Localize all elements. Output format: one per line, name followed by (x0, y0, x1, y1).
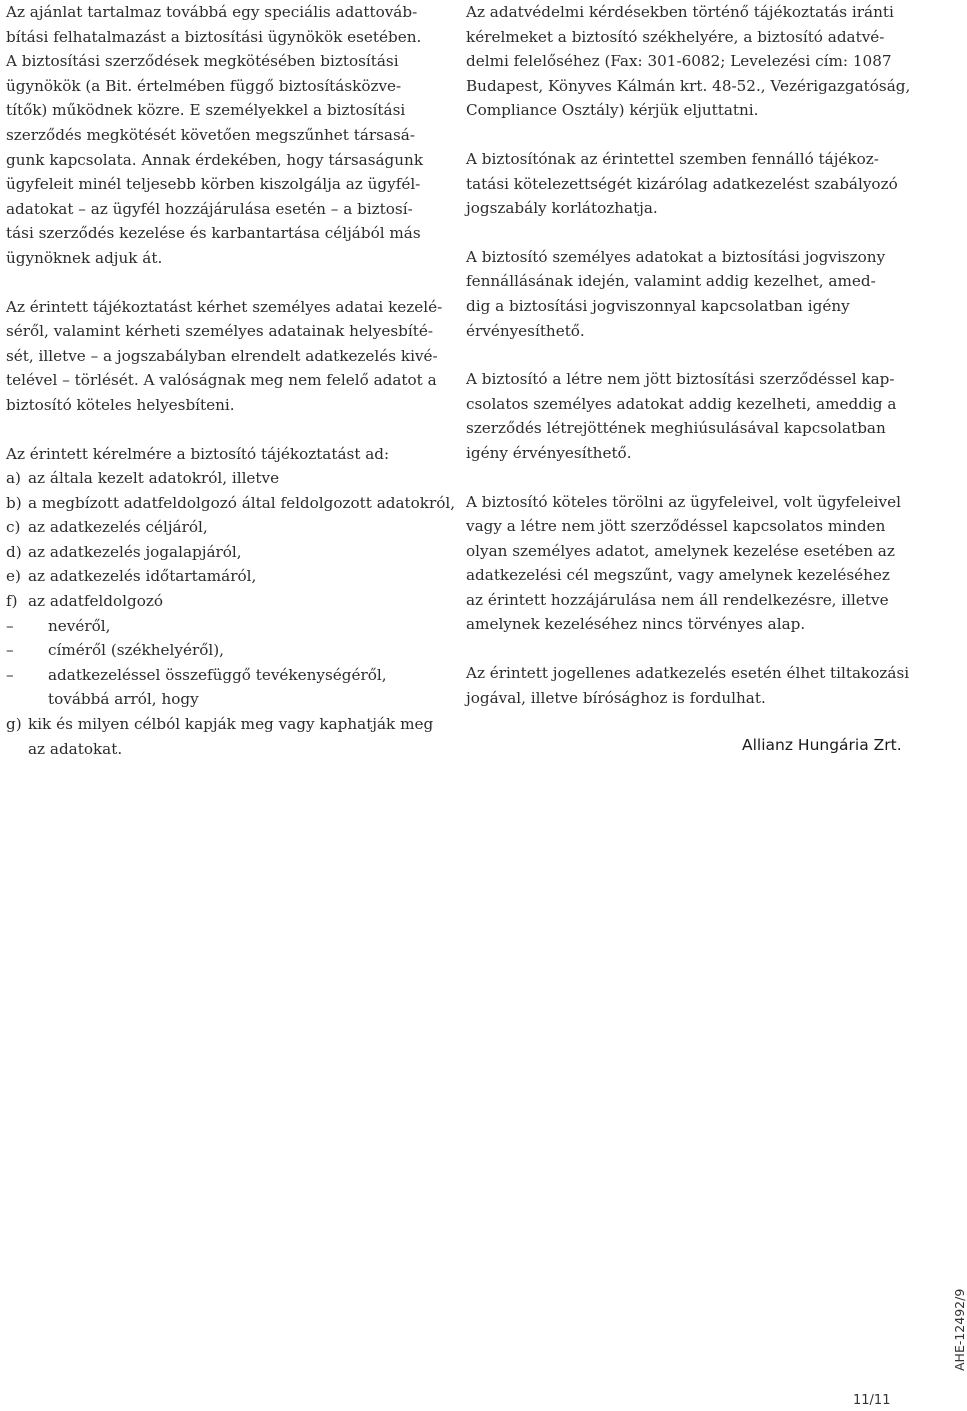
text-line: Az érintett jogellenes adatkezelés esetén élhet tiltakozási (466, 664, 910, 683)
list-marker: d) (6, 542, 22, 561)
paragraph-retention (466, 245, 896, 343)
paragraph-data-subject-rights (6, 295, 443, 418)
sublist-item-text: adatkezeléssel összefüggő tevékenységéről, (48, 665, 387, 684)
list-marker: a) (6, 469, 21, 488)
text-line: tatási kötelezettségét kizárólag adatkezelést szabályozó (466, 174, 898, 193)
text-line: A biztosító köteles törölni az ügyfeleivel, volt ügyfeleivel (466, 492, 901, 511)
text-line: olyan személyes adatot, amelynek kezelése esetében az (466, 541, 895, 560)
text-line: csolatos személyes adatokat addig kezelheti, ameddig a (466, 394, 897, 413)
dash-marker: – (6, 641, 14, 660)
text-line: Az adatvédelmi kérdésekben történő tájékoztatás iránti (466, 3, 894, 21)
page-number: 11/11 (853, 1393, 891, 1408)
list-item-text: az általa kezelt adatokról, illetve (28, 469, 280, 488)
list-marker: b) (6, 493, 22, 512)
list-item-text: az adatkezelés jogalapjáról, (28, 542, 242, 561)
text-line: ügyfeleit minél teljesebb körben kiszolgálja az ügyfél- (6, 175, 421, 194)
text-line: sét, illetve – a jogszabályban elrendelt adatkezelés kivé- (6, 346, 438, 365)
text-line: gunk kapcsolata. Annak érdekében, hogy társaságunk (6, 150, 424, 169)
list-item (6, 540, 426, 565)
text-line: Budapest, Könyves Kálmán krt. 48-52., Vezérigazgatóság, (466, 76, 911, 95)
text-line: telével – törlését. A valóságnak meg nem felelő adatot a (6, 371, 437, 390)
text-line: az érintett hozzájárulása nem áll rendelkezésre, illetve (466, 590, 889, 609)
left-column (6, 0, 456, 761)
list-item-text: az adatkezelés céljáról, (28, 518, 208, 537)
text-line: jogával, illetve bírósághoz is fordulhat. (466, 688, 766, 707)
list-intro: Az érintett kérelmére a biztosító tájékoztatást ad: (6, 444, 390, 463)
text-line: Compliance Osztály) kérjük eljuttatni. (466, 101, 759, 120)
sublist-item (6, 614, 426, 639)
list-item-text: a megbízott adatfeldolgozó által feldolgozott adatokról, (28, 493, 456, 512)
company-signature: Allianz Hungária Zrt. (742, 736, 902, 754)
text-line: adatkezelési cél megszűnt, vagy amelynek kezeléséhez (466, 566, 890, 585)
list-item-text: az adatkezelés időtartamáról, (28, 567, 257, 586)
text-line: amelynek kezeléséhez nincs törvényes alap. (466, 615, 806, 634)
list-marker: c) (6, 518, 21, 537)
text-line: Az érintett tájékoztatást kérhet személyes adatai kezelé- (6, 297, 443, 316)
sublist-item-text: címéről (székhelyéről), (48, 641, 224, 660)
list-marker: f) (6, 592, 18, 611)
right-column (466, 0, 911, 734)
paragraph-contact (466, 0, 911, 123)
sublist-item-text: nevéről, (48, 616, 111, 635)
paragraph-deletion (466, 490, 901, 638)
paragraph-objection (466, 661, 910, 710)
list-marker: g) (6, 715, 22, 734)
list-marker: e) (6, 567, 21, 586)
list-item (6, 564, 426, 589)
text-line: ügynöknek adjuk át. (6, 248, 163, 267)
paragraph-failed-contract (466, 367, 896, 465)
list-item-continuation: az adatokat. (28, 739, 123, 758)
dash-marker: – (6, 665, 14, 684)
text-line: biztosító köteles helyesbíteni. (6, 395, 235, 414)
list-item-text: kik és milyen célból kapják meg vagy kaphatják meg (28, 715, 434, 734)
text-line: kérelmeket a biztosító székhelyére, a biztosító adatvé- (466, 27, 885, 46)
text-line: adatokat – az ügyfél hozzájárulása esetén – a biztosí- (6, 199, 413, 218)
text-line: delmi felelőséhez (Fax: 301-6082; Levelezési cím: 1087 (466, 52, 892, 71)
text-line: vagy a létre nem jött szerződéssel kapcsolatos minden (466, 517, 886, 536)
list-item (6, 515, 426, 540)
dash-marker: – (6, 616, 14, 635)
text-line: A biztosító személyes adatokat a biztosítási jogviszony (466, 247, 886, 266)
list-item (6, 712, 434, 737)
list-item-text: az adatfeldolgozó (28, 592, 164, 611)
text-line: A biztosítónak az érintettel szemben fennálló tájékoz- (466, 149, 879, 168)
document-id: AHE-12492/9 (952, 1288, 967, 1371)
text-line: ügynökök (a Bit. értelmében függő biztosításközve- (6, 76, 402, 95)
sublist-continuation: továbbá arról, hogy (48, 690, 199, 709)
information-list (6, 442, 456, 762)
paragraph-limitation (466, 147, 896, 221)
text-line: jogszabály korlátozhatja. (466, 199, 658, 218)
text-line: igény érvényesíthető. (466, 443, 632, 462)
text-line: dig a biztosítási jogviszonnyal kapcsolatban igény (466, 296, 850, 315)
text-line: érvényesíthető. (466, 321, 585, 340)
paragraph-agent-transfer (6, 0, 426, 271)
text-line: szerződés megkötését követően megszűnhet társasá- (6, 125, 415, 144)
text-line: fennállásának idején, valamint addig kezelhet, amed- (466, 272, 876, 291)
sublist-item (6, 638, 426, 663)
sublist-item (6, 663, 426, 688)
text-line: títők) működnek közre. E személyekkel a biztosítási (6, 101, 406, 120)
text-line: séről, valamint kérheti személyes adatainak helyesbíté- (6, 322, 433, 341)
text-line: Az ajánlat tartalmaz továbbá egy speciális adattováb- (6, 3, 418, 21)
text-line: tási szerződés kezelése és karbantartása céljából más (6, 224, 421, 243)
list-item (6, 491, 456, 516)
text-line: szerződés létrejöttének meghiúsulásával kapcsolatban (466, 419, 886, 438)
text-line: A biztosító a létre nem jött biztosítási szerződéssel kap- (466, 370, 895, 389)
list-item (6, 589, 426, 614)
list-item (6, 466, 426, 491)
text-line: bítási felhatalmazást a biztosítási ügynökök esetében. (6, 27, 422, 46)
text-line: A biztosítási szerződések megkötésében biztosítási (6, 52, 399, 71)
